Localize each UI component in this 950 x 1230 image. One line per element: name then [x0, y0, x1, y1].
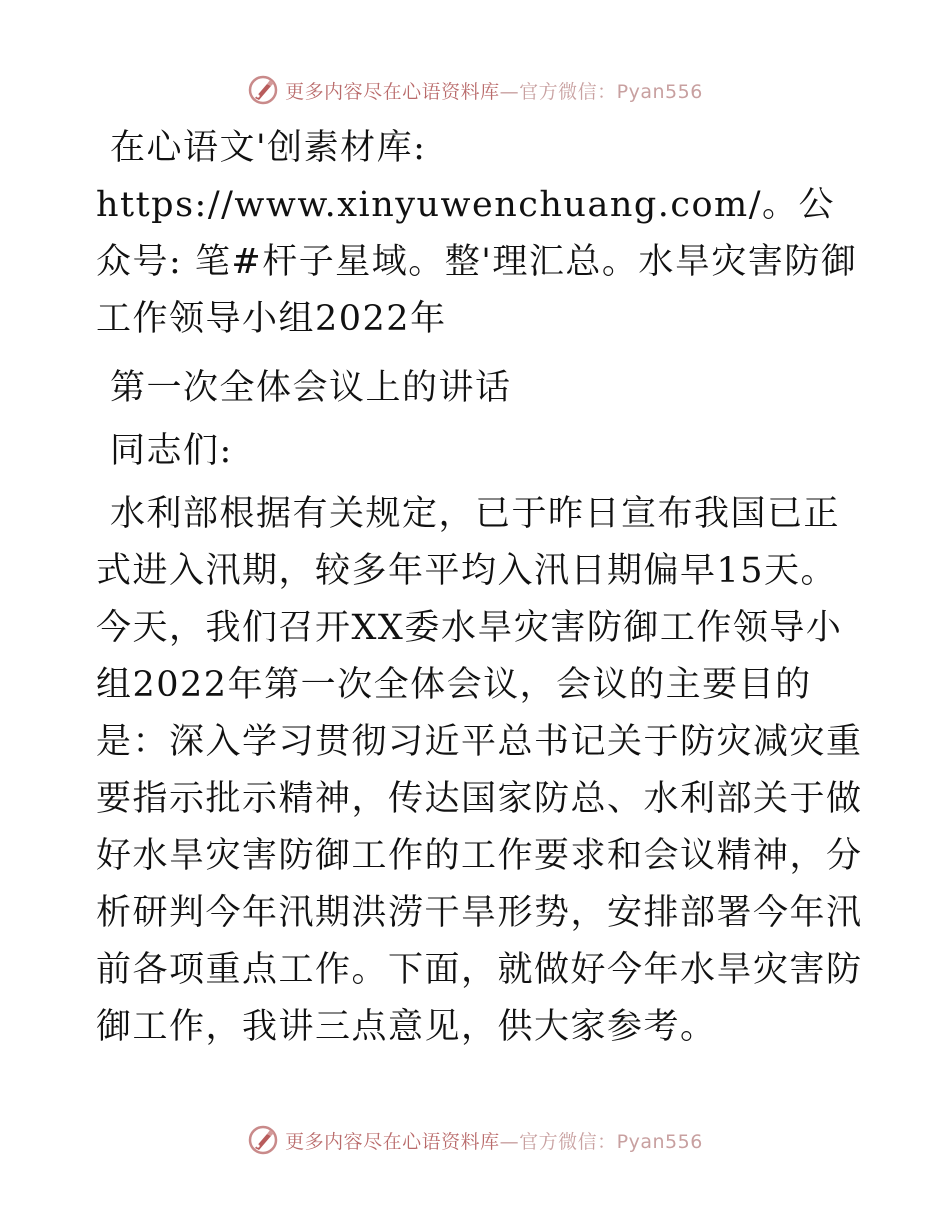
speech-title: 第一次全体会议上的讲话 — [110, 368, 512, 408]
document-body — [96, 120, 866, 1056]
salutation: 同志们: — [110, 431, 233, 471]
pen-nib-logo-icon — [247, 1124, 279, 1156]
footer-watermark-banner — [0, 1120, 950, 1160]
watermark-text: 更多内容尽在心语资料库—官方微信：Pyan556 — [285, 80, 703, 103]
header-watermark-banner — [0, 70, 950, 110]
pen-nib-logo-icon — [247, 74, 279, 106]
watermark-text: 更多内容尽在心语资料库—官方微信：Pyan556 — [285, 1130, 703, 1153]
intro-paragraph: 在心语文'创素材库: https://www.xinyuwenchuang.com/。公众号: 笔#杆子星域。整'理汇总。水旱灾害防御工作领导小组2022年 — [96, 128, 858, 339]
body-paragraph: 水利部根据有关规定，已于昨日宣布我国已正式进入汛期，较多年平均入汛日期偏早15天。今天，我们召开XX委水旱灾害防御工作领导小组2022年第一次全体会议，会议的主要目的是：深入学习贯彻习近平总书记关于防灾减灾重要指示批示精神，传达国家防总、水利部关于做好水旱灾害防御工作的工作要求和会议精神，分析研判今年汛期洪涝干旱形势，安排部署今年汛前各项重点工作。下面，就做好今年水旱灾害防御工作，我讲三点意见，供大家参考。 — [96, 494, 863, 1047]
